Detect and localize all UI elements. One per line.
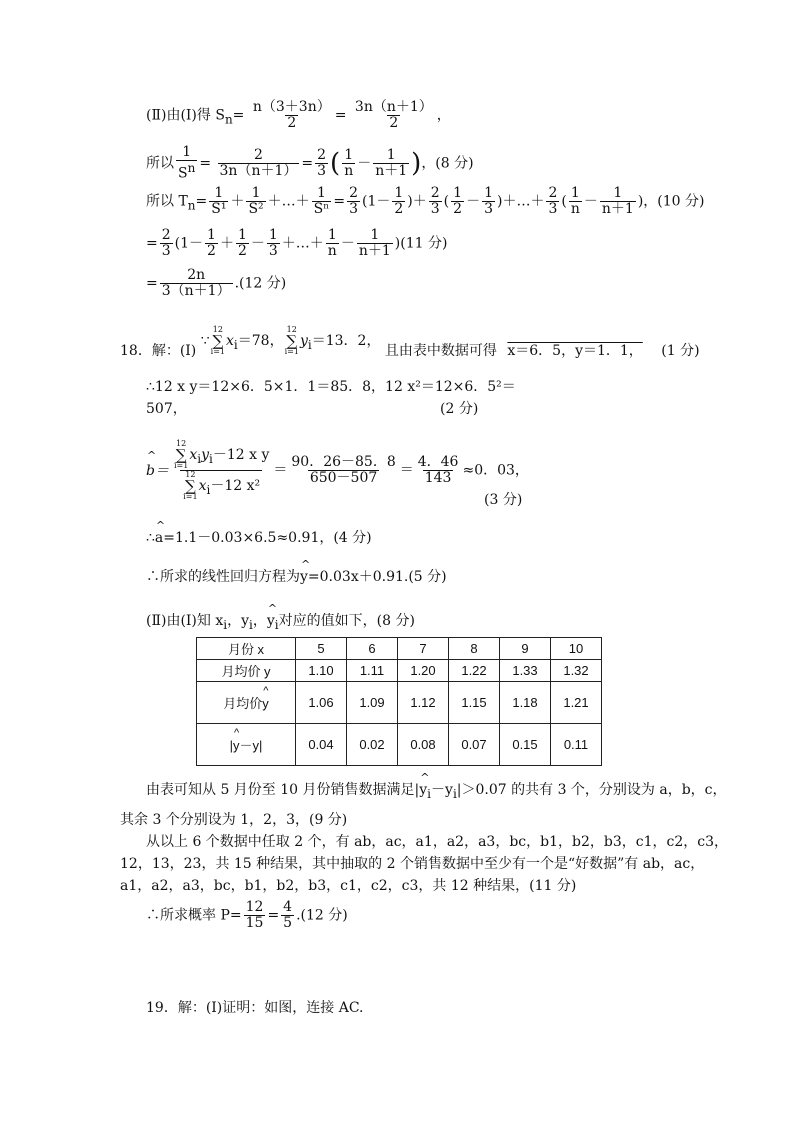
table-cell: 月份 x: [197, 638, 296, 660]
table-cell: 1.09: [347, 682, 398, 724]
table-cell: 5: [296, 638, 347, 660]
fraction: $\frac{n(3+3n)}{2}$: [252, 99, 331, 131]
table-cell: 月均价^ y: [197, 682, 296, 724]
conclusion-line-4: 12，13，23，共 15 种结果，其中抽取的 2 个销售数据中至少有一个是“好数据”有 ab，ac，: [120, 856, 705, 872]
q18-line-2: ∴12 x y＝12×6．5×1．1＝85．8，12 x²＝12×6．5²＝: [146, 379, 516, 395]
table-cell: 1.11: [347, 660, 398, 682]
table-cell: 1.10: [296, 660, 347, 682]
table-cell: 8: [449, 638, 500, 660]
q18-line-3: 507，: [146, 401, 187, 417]
q19-line: 19．解：(Ⅰ)证明：如图，连接 AC.: [146, 1000, 364, 1016]
table-cell: 1.21: [551, 682, 602, 724]
q18-line-1: 18．解：(Ⅰ) ∵ 12 ∑ i=1 $x_i=78$， 12 ∑ i=1 $y_i=13$．2， 且由表中数据可得 x＝6．5，y＝1．1， (1 分): [120, 325, 700, 359]
table-cell: 1.33: [500, 660, 551, 682]
fraction: $\frac{2}{3n(n+1)}$: [219, 146, 298, 179]
sum-line-2: 所以 $\frac{1}{S^n}$ = $\frac{2}{3n(n+1)}$ = $\frac{2}{3}$ ( $\frac{1}{n}$ － $\frac{1}{n+1}$ )，(8 分): [146, 144, 474, 182]
table-cell: 0.02: [347, 724, 398, 766]
fraction: $\frac{2}{3}$: [317, 146, 327, 179]
table-cell: 7: [398, 638, 449, 660]
table-cell: 1.06: [296, 682, 347, 724]
table-cell: 0.08: [398, 724, 449, 766]
table-cell: 10: [551, 638, 602, 660]
sum-line-4: = $\frac{2}{3}$ (1－ $\frac{1}{2}$ ＋ $\frac{1}{2}$ － $\frac{1}{3}$ ＋…＋ $\frac{1}{n}$ － $\frac{1}{n+1}$ )(11 分): [146, 227, 448, 259]
q18-score-2: (2 分): [440, 401, 479, 417]
q18-a-line: ∴^ a=1.1－0.03×6.5≈0.91，(4 分): [146, 527, 372, 547]
table-cell: 0.15: [500, 724, 551, 766]
table-cell: 0.04: [296, 724, 347, 766]
fraction: $\frac{1}{n}$: [344, 146, 354, 179]
table-cell: 0.11: [551, 724, 602, 766]
table-cell: 月均价 y: [197, 660, 296, 682]
table-cell: 1.32: [551, 660, 602, 682]
q18-score-3: (3 分): [484, 492, 523, 508]
data-table: [196, 637, 602, 766]
table-cell: 6: [347, 638, 398, 660]
fraction: $\frac{3n(n+1)}{2}$: [354, 99, 433, 131]
conclusion-line-3: 从以上 6 个数据中任取 2 个，有 ab，ac，a1，a2，a3，bc，b1，b2，b3，c1，c2，c3，: [146, 834, 728, 850]
table-row: [197, 682, 602, 724]
table-cell: 1.15: [449, 682, 500, 724]
fraction: $\frac{1}{S^n}$: [178, 144, 196, 182]
table-cell: 1.20: [398, 660, 449, 682]
table-header-row: [197, 638, 602, 660]
q18-b-hat-formula: ^ b＝ 12 ∑ i=1 $x_iy_i-12$ x y 12 ∑ i=1 $x_i-12$ x² ＝ $\frac{90.26-85.8}{650-507}$ ＝ $\frac{4.46}{143}$ ≈0．03，: [146, 440, 529, 501]
conclusion-probability: ∴所求概率 P= $\frac{12}{15}$ = $\frac{4}{5}$ .(12 分): [146, 899, 348, 931]
table-cell: 1.18: [500, 682, 551, 724]
sum-line-3: 所以 $T_n=$ $\frac{1}{\text{S¹}}$ ＋ $\frac{1}{\text{S²}}$ ＋…＋ $\frac{1}{\text{Sⁿ}}$ = $\frac{2}{3}$ (1－ $\frac{1}{2}$ )＋ $\frac{2}{3}$ ( $\frac{1}{2}$ － $\frac{1}{3}$ )＋…＋ $\frac{2}{3}$ ( $\frac{1}{n}$ － $\frac{1}{n+1}$ )，(10 分): [146, 185, 705, 217]
sum-line-1: (Ⅱ)由(Ⅰ)得 $S_n=$ $\frac{n(3+3n)}{2}$ = $\frac{3n(n+1)}{2}$ ，: [146, 99, 451, 131]
table-cell: 1.12: [398, 682, 449, 724]
table-cell: 0.07: [449, 724, 500, 766]
q18-regression-line: ∴所求的线性回归方程为^ y=0.03x＋0.91.(5 分): [146, 566, 447, 586]
conclusion-line-2: 其余 3 个分别设为 1，2，3，(9 分): [120, 812, 348, 828]
table-cell: |^ y－y|: [197, 724, 296, 766]
table-intro: (Ⅱ)由(Ⅰ)知 $x_i$，$y_i$，^ $y_i$对应的值如下，(8 分): [146, 610, 415, 632]
sum-line-5: = $\frac{2n}{3(n+1)}$ .(12 分): [146, 267, 287, 299]
table-row: [197, 724, 602, 766]
table-row: [197, 660, 602, 682]
table-cell: 9: [500, 638, 551, 660]
fraction: $\frac{1}{n+1}$: [375, 146, 408, 179]
table-cell: 1.22: [449, 660, 500, 682]
conclusion-line-1: 由表可知从 5 月份至 10 月份销售数据满足|^ $y_i-y_i|>0.07$ 的共有 3 个，分别设为 a，b，c，: [146, 779, 727, 801]
conclusion-line-5: a1，a2，a3，bc，b1，b2，b3，c1，c2，c3，共 12 种结果，(11 分): [120, 878, 577, 894]
